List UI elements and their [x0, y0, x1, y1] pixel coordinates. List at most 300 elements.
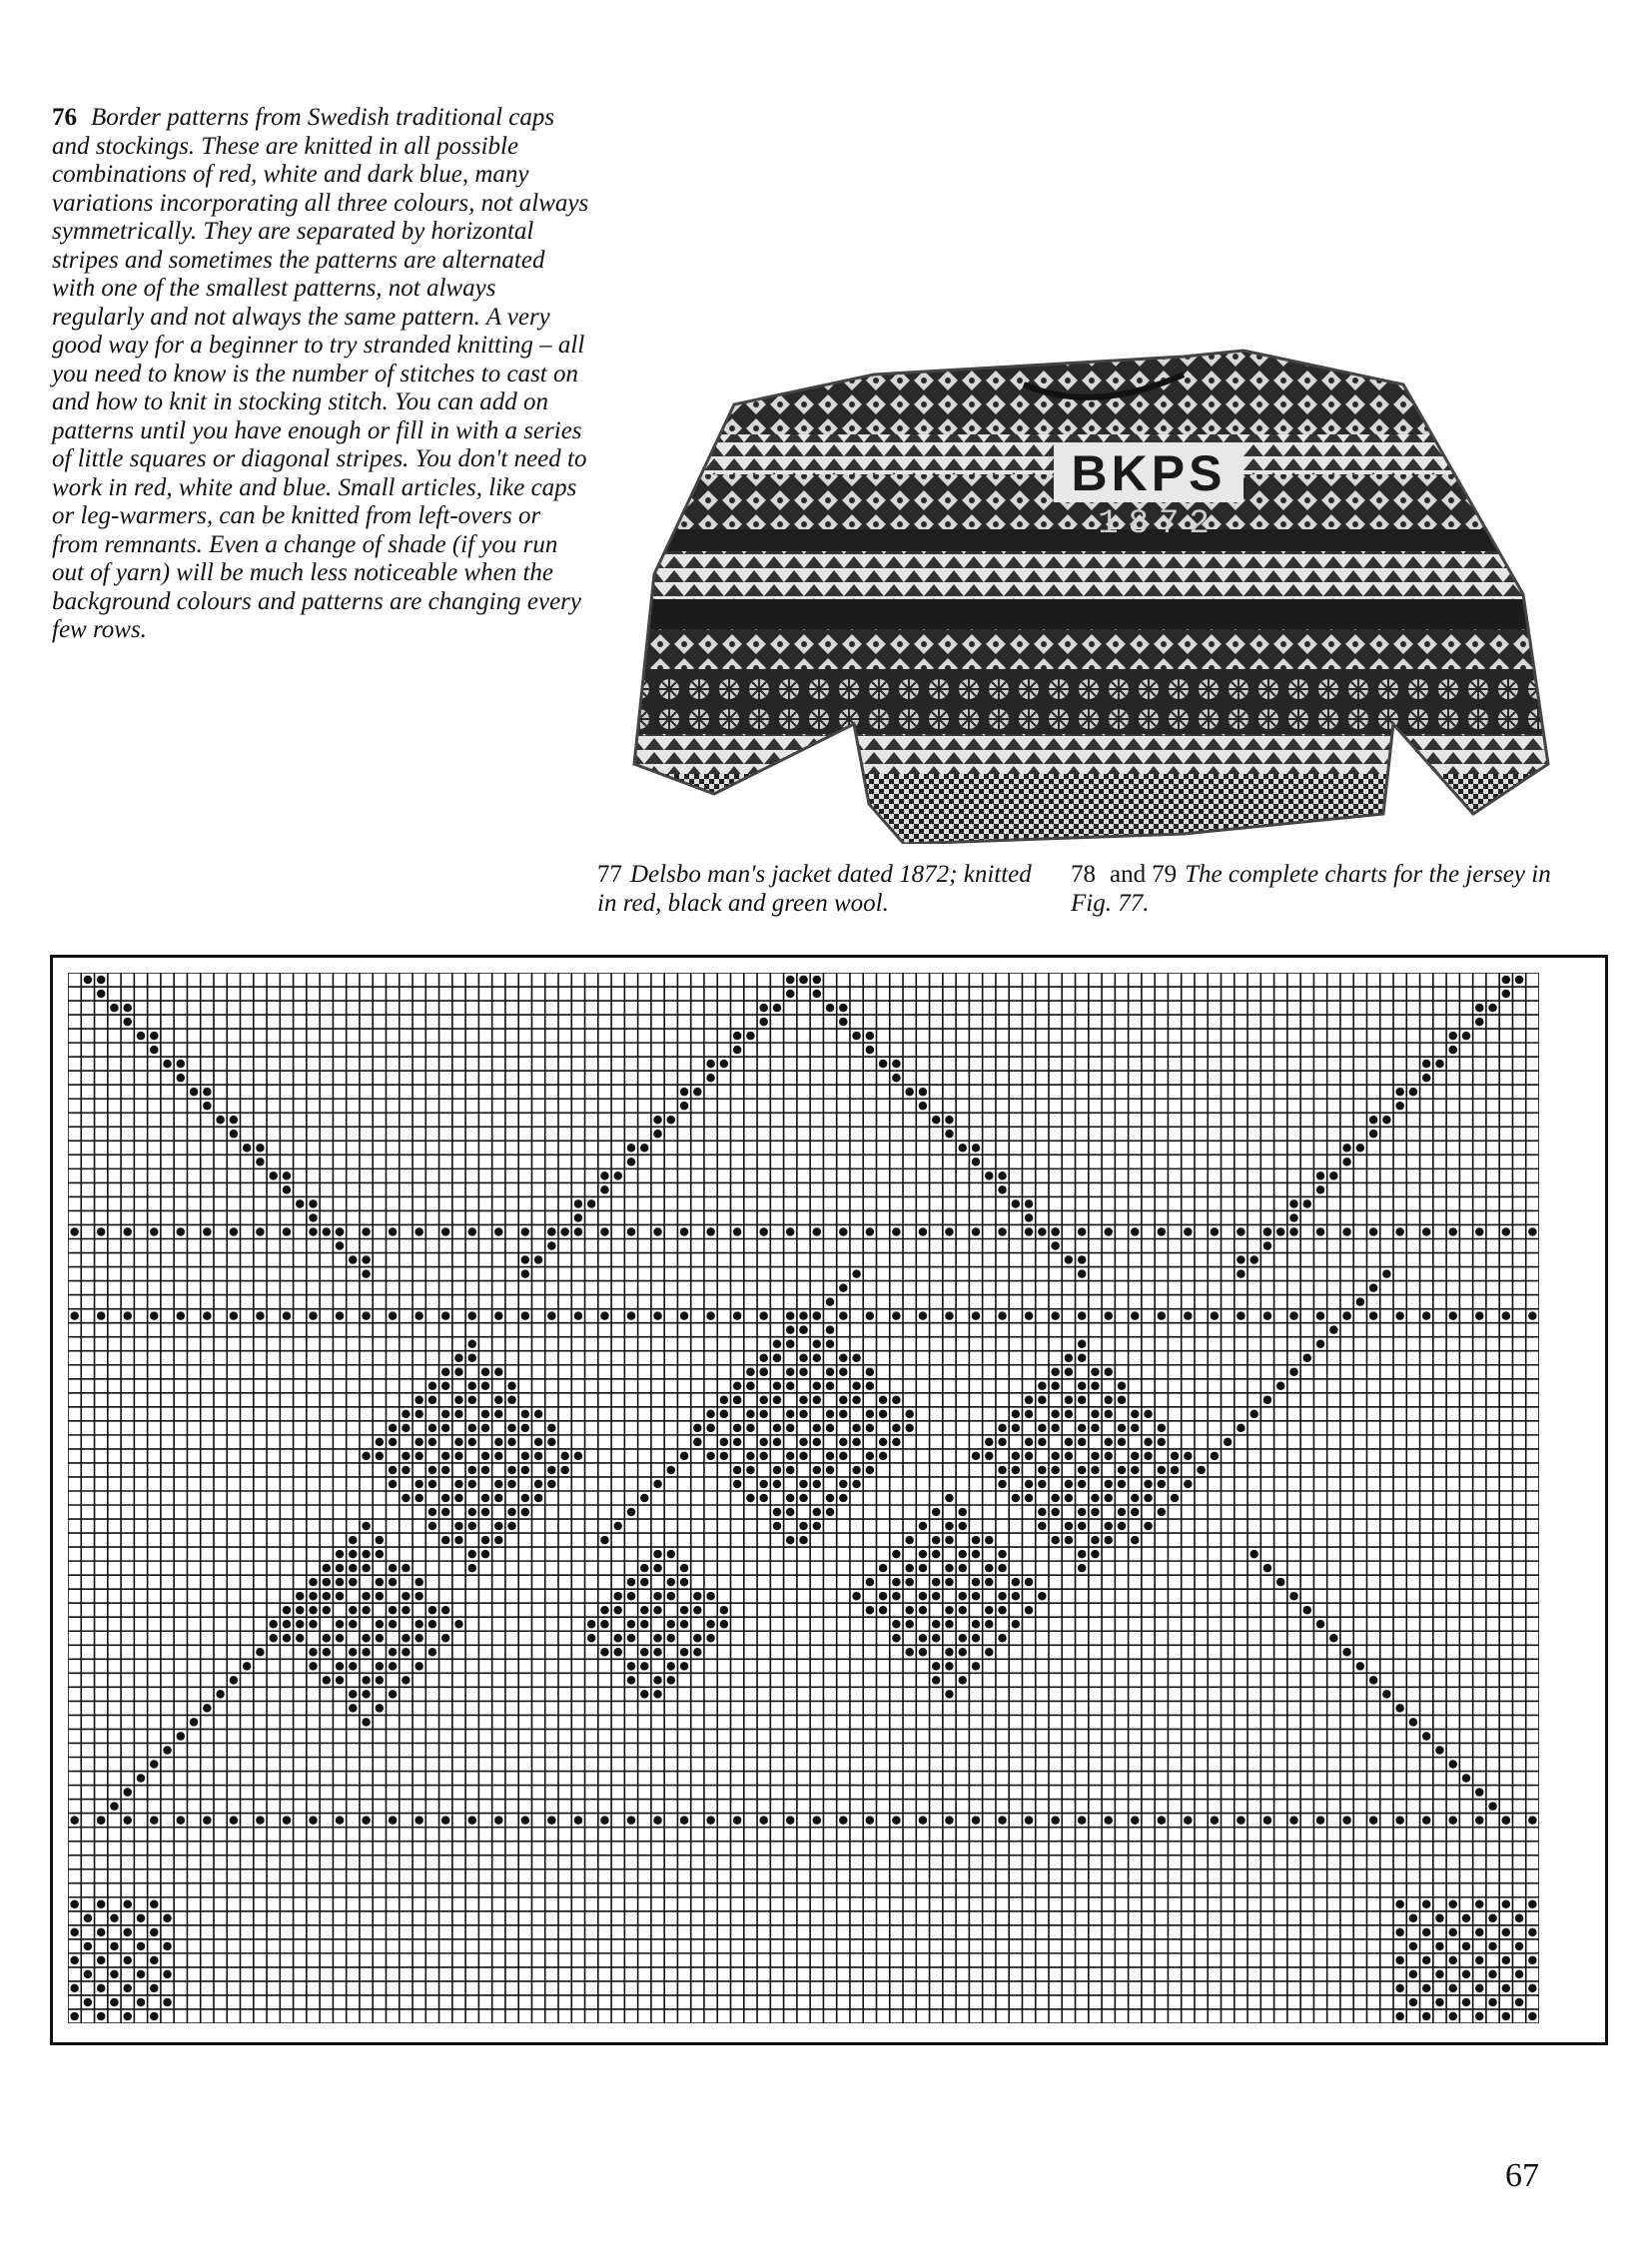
stitch-dot [1078, 1339, 1087, 1348]
stitch-dot [627, 1157, 636, 1166]
stitch-dot [680, 1102, 689, 1111]
stitch-dot [627, 1662, 636, 1671]
stitch-dot [773, 1353, 782, 1362]
stitch-dot [309, 1213, 318, 1222]
stitch-dot [309, 1578, 318, 1587]
stitch-dot [1078, 1522, 1087, 1531]
stitch-dot [428, 1382, 437, 1391]
stitch-dot [323, 1578, 332, 1587]
stitch-dot [786, 1339, 795, 1348]
stitch-dot [467, 1339, 476, 1348]
stitch-dot [919, 1550, 928, 1559]
caption-fig-77 [597, 860, 1057, 918]
stitch-dot [1012, 1494, 1021, 1503]
stitch-dot [362, 1648, 371, 1657]
stitch-dot [376, 1676, 385, 1685]
stitch-dot [1475, 1984, 1484, 1993]
stitch-dot [1448, 1046, 1457, 1055]
stitch-dot [402, 1606, 411, 1615]
stitch-dot [1051, 1816, 1060, 1825]
stitch-dot [667, 1592, 676, 1601]
stitch-dot [799, 1368, 808, 1377]
stitch-dot [150, 1900, 159, 1909]
stitch-dot [905, 1648, 914, 1657]
stitch-dot [296, 1606, 305, 1615]
stitch-dot [759, 1480, 768, 1489]
stitch-dot [1012, 1620, 1021, 1629]
stitch-dot [534, 1452, 543, 1461]
stitch-dot [1051, 1452, 1060, 1461]
stitch-dot [336, 1578, 345, 1587]
stitch-dot [879, 1410, 888, 1419]
stitch-dot [1171, 1466, 1180, 1475]
stitch-dot [574, 1213, 583, 1222]
stitch-dot [1435, 1914, 1444, 1923]
stitch-dot [1528, 1311, 1537, 1320]
stitch-dot [402, 1424, 411, 1433]
stitch-dot [256, 1648, 265, 1657]
stitch-dot [998, 1606, 1007, 1615]
stitch-dot [1038, 1424, 1047, 1433]
stitch-dot [972, 1143, 981, 1152]
stitch-dot [866, 1046, 875, 1055]
stitch-dot [441, 1466, 450, 1475]
stitch-dot [866, 1382, 875, 1391]
stitch-dot [203, 1227, 212, 1236]
stitch-dot [653, 1816, 662, 1825]
stitch-dot [441, 1311, 450, 1320]
caption-79-number: 79 [1152, 861, 1178, 888]
stitch-dot [376, 1704, 385, 1713]
stitch-dot [123, 2012, 132, 2021]
stitch-dot [1409, 1970, 1418, 1979]
stitch-dot [507, 1382, 516, 1391]
stitch-dot [428, 1522, 437, 1531]
stitch-dot [1422, 1060, 1431, 1069]
stitch-dot [905, 1564, 914, 1573]
stitch-dot [1012, 1452, 1021, 1461]
stitch-dot [1316, 1171, 1325, 1180]
stitch-dot [653, 1634, 662, 1643]
stitch-dot [892, 1578, 901, 1587]
stitch-dot [1158, 1424, 1167, 1433]
stitch-dot [1091, 1368, 1100, 1377]
stitch-dot [1065, 1536, 1074, 1545]
stitch-dot [627, 1508, 636, 1517]
stitch-dot [1091, 1494, 1100, 1503]
stitch-dot [905, 1410, 914, 1419]
stitch-dot [733, 1816, 742, 1825]
stitch-dot [919, 1816, 928, 1825]
stitch-dot [759, 1452, 768, 1461]
stitch-dot [1118, 1438, 1127, 1447]
stitch-dot [428, 1396, 437, 1405]
stitch-dot [1104, 1410, 1113, 1419]
stitch-dot [945, 1130, 954, 1138]
stitch-dot [362, 1311, 371, 1320]
stitch-dot [1395, 1704, 1404, 1713]
stitch-dot [1131, 1536, 1140, 1545]
stitch-dot [547, 1816, 556, 1825]
stitch-dot [1422, 1900, 1431, 1909]
stitch-dot [852, 1466, 861, 1475]
stitch-dot [985, 1171, 994, 1180]
stitch-dot [402, 1592, 411, 1601]
stitch-dot [336, 1550, 345, 1559]
stitch-dot [879, 1606, 888, 1615]
stitch-dot [1488, 1942, 1497, 1951]
stitch-dot [1065, 1438, 1074, 1447]
stitch-dot [866, 1816, 875, 1825]
stitch-dot [560, 1466, 569, 1475]
stitch-dot [1475, 1227, 1484, 1236]
stitch-dot [1289, 1213, 1298, 1222]
stitch-dot [336, 1816, 345, 1825]
stitch-dot [759, 1227, 768, 1236]
stitch-dot [110, 1998, 119, 2007]
stitch-dot [309, 1662, 318, 1671]
stitch-dot [1382, 1690, 1391, 1699]
stitch-dot [494, 1410, 503, 1419]
stitch-dot [1091, 1382, 1100, 1391]
stitch-dot [1131, 1311, 1140, 1320]
stitch-dot [1475, 1788, 1484, 1797]
stitch-dot [376, 1634, 385, 1643]
stitch-dot [349, 1564, 358, 1573]
stitch-dot [892, 1424, 901, 1433]
stitch-dot [467, 1480, 476, 1489]
stitch-dot [150, 1928, 159, 1937]
stitch-dot [1475, 1956, 1484, 1965]
stitch-dot [759, 1494, 768, 1503]
stitch-dot [892, 1816, 901, 1825]
stitch-dot [1528, 1956, 1537, 1965]
stitch-dot [1078, 1480, 1087, 1489]
stitch-dot [839, 1816, 848, 1825]
stitch-dot [137, 1998, 146, 2007]
stitch-dot [706, 1410, 715, 1419]
stitch-dot [1462, 1998, 1471, 2007]
stitch-dot [1249, 1410, 1258, 1419]
stitch-dot [759, 1353, 768, 1362]
stitch-dot [414, 1396, 423, 1405]
stitch-dot [786, 1452, 795, 1461]
stitch-dot [733, 1311, 742, 1320]
stitch-dot [1038, 1396, 1047, 1405]
stitch-dot [998, 1424, 1007, 1433]
stitch-dot [627, 1676, 636, 1685]
stitch-dot [653, 1690, 662, 1699]
stitch-dot [97, 1984, 106, 1993]
stitch-dot [1342, 1816, 1351, 1825]
stitch-dot [534, 1438, 543, 1447]
stitch-dot [454, 1396, 463, 1405]
stitch-dot [110, 1970, 119, 1979]
stitch-dot [507, 1396, 516, 1405]
stitch-dot [799, 1325, 808, 1334]
stitch-dot [402, 1564, 411, 1573]
stitch-dot [467, 1508, 476, 1517]
stitch-dot [521, 1227, 530, 1236]
stitch-dot [1012, 1578, 1021, 1587]
stitch-dot [839, 1368, 848, 1377]
stitch-dot [1104, 1227, 1113, 1236]
stitch-dot [640, 1494, 649, 1503]
stitch-dot [467, 1424, 476, 1433]
stitch-dot [389, 1662, 398, 1671]
stitch-dot [733, 1438, 742, 1447]
stitch-dot [945, 1690, 954, 1699]
stitch-dot [1422, 1956, 1431, 1965]
stitch-dot [1316, 1339, 1325, 1348]
stitch-dot [309, 1199, 318, 1208]
stitch-dot [362, 1676, 371, 1685]
stitch-dot [1078, 1564, 1087, 1573]
stitch-dot [720, 1396, 729, 1405]
stitch-dot [97, 1928, 106, 1937]
stitch-dot [1237, 1311, 1245, 1320]
stitch-dot [799, 1480, 808, 1489]
stitch-dot [786, 1816, 795, 1825]
stitch-dot [613, 1648, 622, 1657]
stitch-dot [402, 1452, 411, 1461]
stitch-dot [1104, 1522, 1113, 1531]
stitch-dot [428, 1606, 437, 1615]
stitch-dot [680, 1227, 689, 1236]
stitch-dot [680, 1564, 689, 1573]
stitch-dot [336, 1676, 345, 1685]
stitch-dot [1289, 1368, 1298, 1377]
stitch-dot [892, 1550, 901, 1559]
stitch-dot [866, 1032, 875, 1041]
stitch-dot [640, 1564, 649, 1573]
stitch-dot [1448, 2012, 1457, 2021]
stitch-dot [919, 1606, 928, 1615]
stitch-dot [1104, 1311, 1113, 1320]
stitch-dot [958, 1648, 967, 1657]
stitch-dot [1038, 1438, 1047, 1447]
stitch-dot [1342, 1648, 1351, 1657]
stitch-dot [1356, 1297, 1365, 1306]
stitch-dot [1038, 1466, 1047, 1475]
stitch-dot [467, 1522, 476, 1531]
stitch-dot [70, 1900, 79, 1909]
stitch-dot [680, 1816, 689, 1825]
stitch-dot [547, 1311, 556, 1320]
stitch-dot [534, 1255, 543, 1264]
stitch-dot [467, 1564, 476, 1573]
stitch-dot [866, 1452, 875, 1461]
stitch-dot [627, 1620, 636, 1629]
stitch-dot [349, 1550, 358, 1559]
stitch-dot [892, 1227, 901, 1236]
stitch-dot [998, 1592, 1007, 1601]
stitch-dot [680, 1452, 689, 1461]
stitch-dot [826, 1368, 835, 1377]
stitch-dot [376, 1592, 385, 1601]
stitch-dot [1435, 1942, 1444, 1951]
stitch-dot [1515, 1914, 1524, 1923]
stitch-dot [230, 1227, 239, 1236]
stitch-dot [786, 1410, 795, 1419]
stitch-dot [137, 1032, 146, 1041]
stitch-dot [190, 1088, 199, 1097]
stitch-dot [1131, 1466, 1140, 1475]
stitch-dot [203, 1088, 212, 1097]
stitch-dot [1422, 1816, 1431, 1825]
stitch-dot [866, 1311, 875, 1320]
stitch-dot [269, 1620, 278, 1629]
stitch-dot [454, 1410, 463, 1419]
stitch-dot [1211, 1227, 1220, 1236]
stitch-dot [653, 1130, 662, 1138]
stitch-dot [786, 1466, 795, 1475]
stitch-dot [323, 1592, 332, 1601]
stitch-dot [428, 1424, 437, 1433]
stitch-dot [1448, 1900, 1457, 1909]
stitch-dot [813, 1816, 822, 1825]
stitch-dot [1197, 1466, 1206, 1475]
stitch-dot [123, 1984, 132, 1993]
stitch-dot [402, 1634, 411, 1643]
stitch-dot [441, 1424, 450, 1433]
stitch-dot [1475, 1311, 1484, 1320]
stitch-dot [163, 1970, 172, 1979]
stitch-dot [560, 1452, 569, 1461]
stitch-dot [1012, 1410, 1021, 1419]
stitch-dot [1369, 1816, 1378, 1825]
stitch-dot [680, 1606, 689, 1615]
stitch-dot [349, 1578, 358, 1587]
stitch-dot [1488, 1914, 1497, 1923]
stitch-dot [1025, 1452, 1034, 1461]
stitch-dot [1409, 1942, 1418, 1951]
stitch-dot [362, 1606, 371, 1615]
stitch-dot [547, 1480, 556, 1489]
stitch-dot [720, 1452, 729, 1461]
stitch-dot [1078, 1227, 1087, 1236]
stitch-dot [1342, 1157, 1351, 1166]
stitch-dot [362, 1227, 371, 1236]
stitch-dot [177, 1227, 186, 1236]
stitch-dot [256, 1143, 265, 1152]
stitch-dot [1448, 1956, 1457, 1965]
stitch-dot [866, 1227, 875, 1236]
stitch-dot [1038, 1382, 1047, 1391]
stitch-dot [441, 1382, 450, 1391]
stitch-dot [1025, 1311, 1034, 1320]
stitch-dot [932, 1676, 941, 1685]
stitch-dot [414, 1227, 423, 1236]
stitch-dot [1078, 1816, 1087, 1825]
stitch-dot [110, 1942, 119, 1951]
stitch-dot [839, 1494, 848, 1503]
stitch-dot [693, 1088, 702, 1097]
stitch-dot [507, 1424, 516, 1433]
stitch-dot [70, 1816, 79, 1825]
stitch-dot [945, 1816, 954, 1825]
stitch-dot [1104, 1536, 1113, 1545]
stitch-dot [813, 1353, 822, 1362]
stitch-dot [150, 1227, 159, 1236]
stitch-dot [1395, 1227, 1404, 1236]
stitch-dot [1528, 1984, 1537, 1993]
stitch-dot [349, 1606, 358, 1615]
stitch-dot [998, 1311, 1007, 1320]
stitch-dot [1249, 1550, 1258, 1559]
stitch-dot [389, 1438, 398, 1447]
stitch-dot [1118, 1396, 1127, 1405]
stitch-dot [1382, 1116, 1391, 1125]
stitch-dot [1065, 1255, 1074, 1264]
stitch-dot [813, 1438, 822, 1447]
stitch-dot [1249, 1255, 1258, 1264]
stitch-dot [1158, 1227, 1167, 1236]
stitch-dot [123, 1004, 132, 1013]
stitch-dot [1158, 1816, 1167, 1825]
stitch-dot [574, 1227, 583, 1236]
stitch-dot [376, 1452, 385, 1461]
stitch-dot [627, 1227, 636, 1236]
stitch-dot [879, 1396, 888, 1405]
stitch-dot [521, 1269, 530, 1278]
stitch-dot [998, 1564, 1007, 1573]
stitch-dot [70, 2012, 79, 2021]
stitch-dot [402, 1410, 411, 1419]
stitch-dot [1515, 1970, 1524, 1979]
stitch-dot [866, 1410, 875, 1419]
stitch-dot [1369, 1130, 1378, 1138]
stitch-dot [1078, 1311, 1087, 1320]
stitch-dot [1342, 1227, 1351, 1236]
stitch-dot [362, 1452, 371, 1461]
stitch-dot [467, 1396, 476, 1405]
stitch-dot [1065, 1522, 1074, 1531]
stitch-dot [467, 1438, 476, 1447]
stitch-dot [414, 1410, 423, 1419]
stitch-dot [826, 1382, 835, 1391]
stitch-dot [667, 1116, 676, 1125]
stitch-dot [799, 1353, 808, 1362]
stitch-dot [203, 1704, 212, 1713]
stitch-dot [1051, 1241, 1060, 1250]
stitch-dot [839, 1396, 848, 1405]
stitch-dot [680, 1662, 689, 1671]
stitch-dot [1515, 1942, 1524, 1951]
stitch-dot [336, 1227, 345, 1236]
stitch-dot [1316, 1620, 1325, 1629]
stitch-dot [1502, 1227, 1511, 1236]
stitch-dot [746, 1424, 755, 1433]
stitch-dot [376, 1620, 385, 1629]
stitch-dot [1038, 1592, 1047, 1601]
stitch-dot [1475, 1816, 1484, 1825]
stitch-dot [1515, 1998, 1524, 2007]
stitch-dot [521, 1466, 530, 1475]
stitch-dot [1078, 1353, 1087, 1362]
stitch-dot [362, 1550, 371, 1559]
stitch-dot [177, 1732, 186, 1741]
stitch-dot [879, 1564, 888, 1573]
stitch-dot [1422, 1311, 1431, 1320]
stitch-dot [1065, 1353, 1074, 1362]
stitch-dot [839, 1227, 848, 1236]
stitch-dot [773, 1466, 782, 1475]
stitch-dot [1515, 976, 1524, 985]
stitch-dot [945, 1620, 954, 1629]
stitch-dot [813, 1424, 822, 1433]
stitch-dot [454, 1368, 463, 1377]
